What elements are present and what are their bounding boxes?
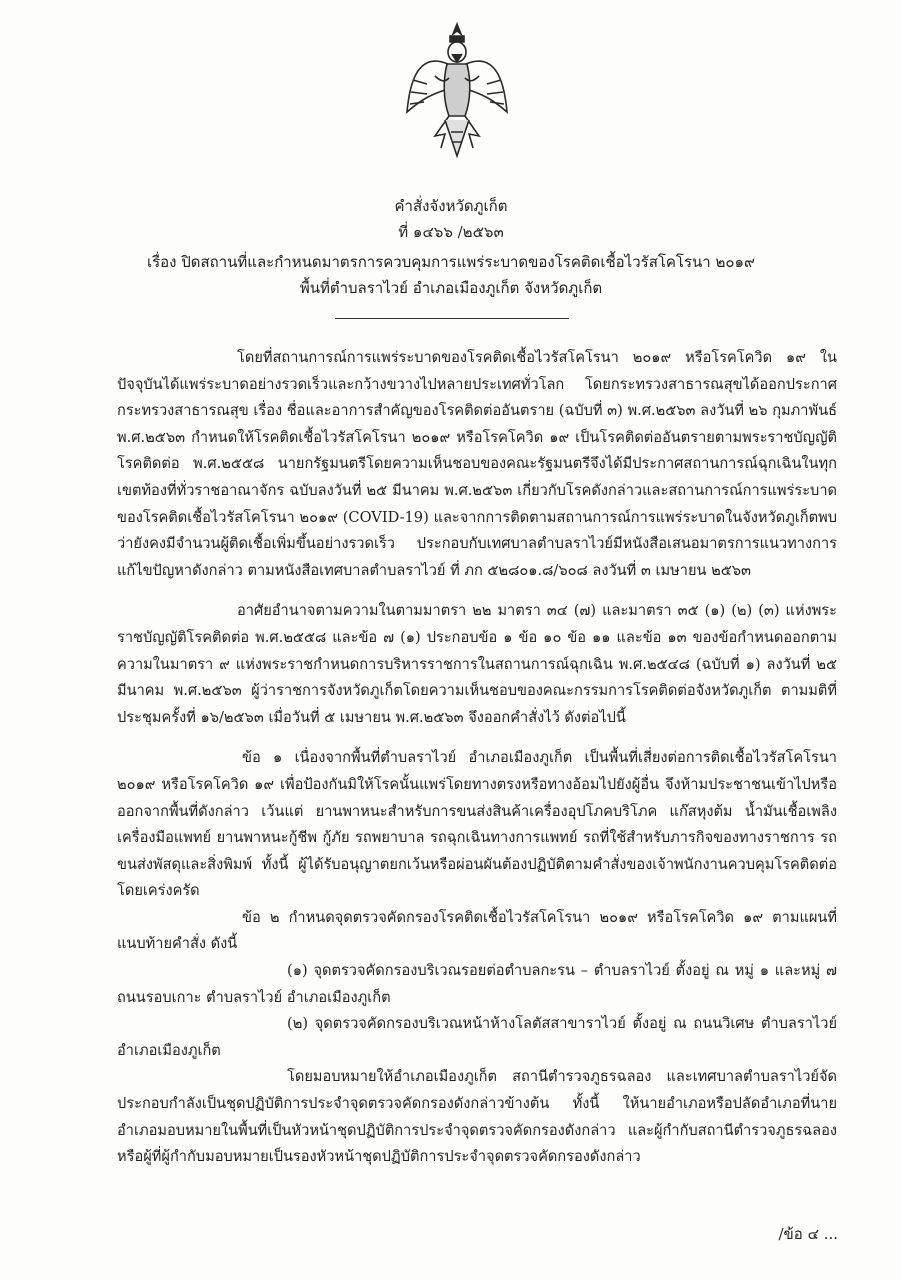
clause-1: ข้อ ๑ เนื่องจากพื้นที่ตำบลราไวย์ อำเภอเมืองภูเก็ต เป็นพื้นที่เสี่ยงต่อการติดเชื้อไวรัสโคโรนา ๒๐๑๙ หรือโรคโควิด ๑๙ เพื่อป้องกันมิให้โรคนั้นแพร่โดยทางตรงหรือทางอ้อมไปยังผู้อื่น จึงห้ามประชาชนเข้าไปหรือออกจากพื้นที่ดังกล่าว เว้นแต่ ยานพาหนะสำหรับการขนส่งสินค้าเครื่องอุปโภคบริโภค แก๊สหุงต้ม น้ำมันเชื้อเพลิง เครื่องมือแพทย์ ยานพาหนะกู้ชีพ กู้ภัย รถพยาบาล รถฉุกเฉินทางการแพทย์ รถที่ใช้สำหรับภารกิจของทางราชการ รถขนส่งพัสดุและสิ่งพิมพ์ ทั้งนี้ ผู้ได้รับอนุญาตยกเว้นหรือผ่อนผันต้องปฏิบัติตามคำสั่งของเจ้าพนักงานควบคุมโรคติดต่อโดยเคร่งครัด — [117, 749, 837, 900]
checkpoint-2: (๒) จุดตรวจคัดกรองบริเวณหน้าห้างโลตัสสาขาราไวย์ ตั้งอยู่ ณ ถนนวิเศษ ตำบลราไวย์ อำเภอเมืองภูเก็ต — [117, 1015, 837, 1059]
garuda-emblem-icon — [405, 20, 510, 160]
order-area: พื้นที่ตำบลราไวย์ อำเภอเมืองภูเก็ต จังหวัดภูเก็ต — [299, 279, 603, 297]
title-divider — [335, 318, 569, 319]
assignment-paragraph: โดยมอบหมายให้อำเภอเมืองภูเก็ต สถานีตำรวจภูธรฉลอง และเทศบาลตำบลราไวย์จัดประกอบกำลังเป็นชุดปฏิบัติการประจำจุดตรวจคัดกรองดังกล่าวข้างต้น ทั้งนี้ ให้นายอำเภอหรือปลัดอำเภอที่นายอำเภอมอบหมายในพื้นที่เป็นหัวหน้าชุดปฏิบัติการประจำจุดตรวจคัดกรองดังกล่าว และผู้กำกับสถานีตำรวจภูธรฉลองหรือผู้ที่ผู้กำกับมอบหมายเป็นรองหัวหน้าชุดปฏิบัติการประจำจุดตรวจคัดกรองดังกล่าว — [117, 1068, 837, 1166]
order-number: ที่ ๑๔๖๖ /๒๕๖๓ — [398, 223, 504, 241]
continuation-marker: /ข้อ ๔ ... — [778, 1225, 838, 1243]
checkpoint-1: (๑) จุดตรวจคัดกรองบริเวณรอยต่อตำบลกะรน – ตำบลราไวย์ ตั้งอยู่ ณ หมู่ ๑ และหมู่ ๗ ถนนรอบเกาะ ตำบลราไวย์ อำเภอเมืองภูเก็ต — [117, 962, 837, 1006]
order-body — [117, 345, 837, 1171]
order-subject: เรื่อง ปิดสถานที่และกำหนดมาตรการควบคุมการแพร่ระบาดของโรคติดเชื้อไวรัสโคโรนา ๒๐๑๙ — [146, 253, 756, 271]
clause-2: ข้อ ๒ กำหนดจุดตรวจคัดกรองโรคติดเชื้อไวรัสโคโรนา ๒๐๑๙ หรือโรคโควิด ๑๙ ตามแผนที่แนบท้ายคำสั่ง ดังนี้ — [117, 908, 837, 953]
paragraph-background: โดยที่สถานการณ์การแพร่ระบาดของโรคติดเชื้อไวรัสโคโรนา ๒๐๑๙ หรือโรคโควิด ๑๙ ในปัจจุบันได้แพร่ระบาดอย่างรวดเร็วและกว้างขวางไปหลายประเทศทั่วโลก โดยกระทรวงสาธารณสุขได้ออกประกาศกระทรวงสาธารณสุข เรื่อง ชื่อและอาการสำคัญของโรคติดต่ออันตราย (ฉบับที่ ๓) พ.ศ.๒๕๖๓ ลงวันที่ ๒๖ กุมภาพันธ์ พ.ศ.๒๕๖๓ กำหนดให้โรคติดเชื้อไวรัสโคโรนา ๒๐๑๙ หรือโรคโควิด ๑๙ เป็นโรคติดต่ออันตรายตามพระราชบัญญัติโรคติดต่อ พ.ศ.๒๕๕๘ นายกรัฐมนตรีโดยความเห็นชอบของคณะรัฐมนตรีจึงได้มีประกาศสถานการณ์ฉุกเฉินในทุกเขตท้องที่ทั่วราชอาณาจักร ฉบับลงวันที่ ๒๕ มีนาคม พ.ศ.๒๕๖๓ เกี่ยวกับโรคดังกล่าวและสถานการณ์การแพร่ระบาดของโรคติดเชื้อไวรัสโคโรนา ๒๐๑๙ (COVID-19) และจากการติดตามสถานการณ์การแพร่ระบาดในจังหวัดภูเก็ตพบว่ายังคงมีจำนวนผู้ติดเชื้อเพิ่มขึ้นอย่างรวดเร็ว ประกอบกับเทศบาลตำบลราไวย์มีหนังสือเสนอมาตรการแนวทางการแก้ไขปัญหาดังกล่าว ตามหนังสือเทศบาลตำบลราไวย์ ที่ ภก ๕๒๘๐๑.๘/๖๐๘ ลงวันที่ ๓ เมษายน ๒๕๖๓ — [117, 349, 837, 579]
order-title: คำสั่งจังหวัดภูเก็ต — [394, 197, 508, 215]
paragraph-authority: อาศัยอำนาจตามความในตามมาตรา ๒๒ มาตรา ๓๔ (๗) และมาตรา ๓๕ (๑) (๒) (๓) แห่งพระราชบัญญัติโรคติดต่อ พ.ศ.๒๕๕๘ และข้อ ๗ (๑) ประกอบข้อ ๑ ข้อ ๑๐ ข้อ ๑๑ และข้อ ๑๓ ของข้อกำหนดออกตามความในมาตรา ๙ แห่งพระราชกำหนดการบริหารราชการในสถานการณ์ฉุกเฉิน พ.ศ.๒๕๔๘ (ฉบับที่ ๑) ลงวันที่ ๒๕ มีนาคม พ.ศ.๒๕๖๓ ผู้ว่าราชการจังหวัดภูเก็ตโดยความเห็นชอบของคณะกรรมการโรคติดต่อจังหวัดภูเก็ต ตามมติที่ประชุมครั้งที่ ๑๖/๒๕๖๓ เมื่อวันที่ ๕ เมษายน พ.ศ.๒๕๖๓ จึงออกคำสั่งไว้ ดังต่อไปนี้ — [117, 602, 837, 726]
